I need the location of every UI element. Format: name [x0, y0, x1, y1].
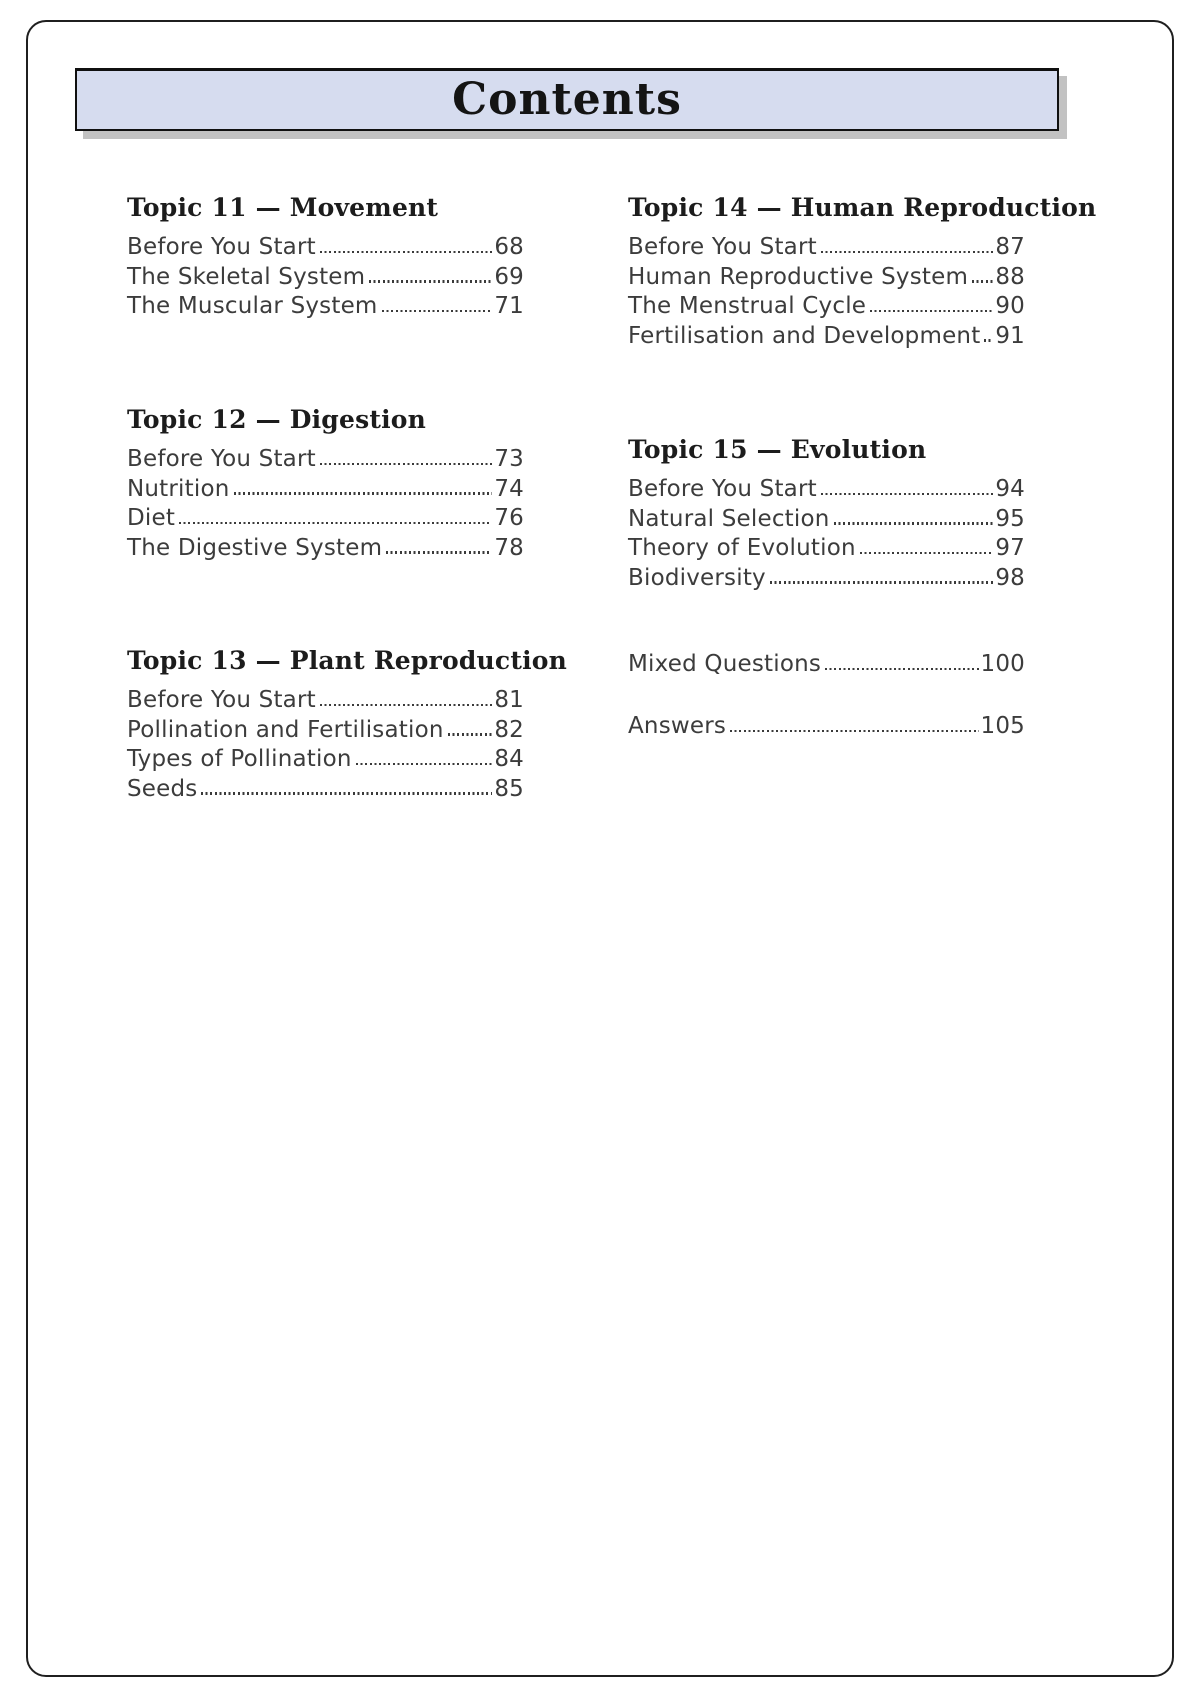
toc-entry-label: Before You Start — [127, 446, 316, 472]
toc-row — [628, 290, 1025, 320]
toc-entry-page: 74 — [494, 475, 524, 502]
toc-row — [628, 710, 1025, 740]
dotted-leader — [316, 443, 494, 466]
toc-row — [628, 261, 1025, 291]
dotted-leader — [830, 503, 996, 526]
toc-entry-page: 78 — [494, 534, 524, 561]
toc-row — [628, 473, 1025, 503]
dotted-leader — [726, 710, 980, 733]
toc-row — [628, 562, 1025, 592]
contents-header — [75, 68, 1059, 131]
topic-section-11 — [127, 193, 524, 320]
toc-entry-label: Theory of Evolution — [628, 535, 856, 561]
toc-entry-label: Fertilisation and Development — [628, 322, 981, 349]
toc-entry-page: 88 — [995, 263, 1025, 290]
toc-entry-page: 105 — [980, 713, 1025, 739]
toc-row — [628, 503, 1025, 533]
toc-row — [127, 231, 524, 261]
toc-row — [127, 502, 524, 532]
topic-section-14 — [628, 193, 1097, 349]
toc-entry-label: Types of Pollination — [127, 746, 352, 772]
toc-entry-page: 85 — [494, 775, 524, 802]
mixed-questions-row — [628, 648, 1025, 678]
toc-entry-page: 95 — [995, 505, 1025, 532]
toc-entry-page: 69 — [494, 263, 524, 290]
dotted-leader — [856, 532, 996, 555]
toc-entry-label: Answers — [628, 713, 727, 739]
toc-entry-page: 82 — [494, 716, 524, 743]
toc-row — [127, 684, 524, 714]
dotted-leader — [817, 231, 995, 254]
topic-heading: Topic 15 — Evolution — [628, 435, 927, 464]
toc-entry-page: 81 — [494, 687, 524, 713]
dotted-leader — [968, 261, 995, 284]
dotted-leader — [316, 684, 494, 707]
topic-section-12 — [127, 405, 524, 561]
toc-entry-label: Before You Start — [628, 234, 817, 260]
toc-entry-page: 84 — [494, 746, 524, 772]
answers-row — [628, 710, 1025, 740]
toc-entry-label: Before You Start — [127, 687, 316, 713]
toc-entry-label: The Digestive System — [127, 534, 383, 561]
toc-row — [127, 473, 524, 503]
dotted-leader — [382, 532, 494, 555]
topic-heading: Topic 14 — Human Reproduction — [628, 193, 1097, 222]
dotted-leader — [821, 648, 980, 671]
toc-entry-label: Natural Selection — [628, 505, 830, 532]
toc-entry-page: 76 — [494, 505, 524, 531]
toc-entry-page: 100 — [980, 651, 1025, 677]
toc-entry-label: Human Reproductive System — [628, 263, 969, 290]
toc-row — [127, 290, 524, 320]
dotted-leader — [230, 473, 495, 496]
toc-entry-page: 97 — [995, 535, 1025, 561]
toc-entry-label: Biodiversity — [628, 564, 766, 591]
toc-row — [127, 532, 524, 562]
toc-entry-label: The Skeletal System — [127, 263, 366, 290]
topic-section-13 — [127, 646, 568, 802]
toc-entry-page: 91 — [995, 322, 1025, 349]
dotted-leader — [444, 714, 495, 737]
toc-entry-label: Seeds — [127, 775, 198, 802]
toc-entry-label: Before You Start — [628, 476, 817, 502]
dotted-leader — [316, 231, 494, 254]
page-title: Contents — [452, 74, 682, 125]
toc-row — [127, 743, 524, 773]
dotted-leader — [365, 261, 494, 284]
toc-entry-page: 73 — [494, 446, 524, 472]
topic-section-15 — [628, 435, 1025, 591]
toc-row — [127, 443, 524, 473]
toc-row — [127, 773, 524, 803]
topic-heading: Topic 11 — Movement — [127, 193, 439, 222]
toc-entry-page: 98 — [995, 564, 1025, 591]
toc-entry-label: Diet — [127, 505, 176, 531]
toc-row — [628, 320, 1025, 350]
toc-entry-label: The Menstrual Cycle — [628, 293, 867, 319]
topic-heading: Topic 12 — Digestion — [127, 405, 427, 434]
dotted-leader — [866, 290, 995, 313]
toc-row — [628, 648, 1025, 678]
toc-entry-page: 87 — [995, 234, 1025, 260]
dotted-leader — [175, 502, 494, 525]
toc-row — [127, 261, 524, 291]
toc-row — [127, 714, 524, 744]
dotted-leader — [352, 743, 495, 766]
toc-entry-page: 90 — [995, 293, 1025, 319]
toc-entry-page: 94 — [995, 476, 1025, 502]
toc-entry-label: The Muscular System — [127, 293, 378, 319]
toc-entry-label: Nutrition — [127, 475, 230, 502]
toc-entry-label: Mixed Questions — [628, 651, 822, 677]
dotted-leader — [378, 290, 495, 313]
dotted-leader — [980, 320, 995, 343]
toc-entry-label: Pollination and Fertilisation — [127, 716, 444, 743]
toc-entry-label: Before You Start — [127, 234, 316, 260]
dotted-leader — [817, 473, 995, 496]
dotted-leader — [197, 773, 494, 796]
toc-entry-page: 71 — [494, 293, 524, 319]
toc-row — [628, 231, 1025, 261]
toc-entry-page: 68 — [494, 234, 524, 260]
dotted-leader — [766, 562, 995, 585]
topic-heading: Topic 13 — Plant Reproduction — [127, 646, 568, 675]
toc-row — [628, 532, 1025, 562]
